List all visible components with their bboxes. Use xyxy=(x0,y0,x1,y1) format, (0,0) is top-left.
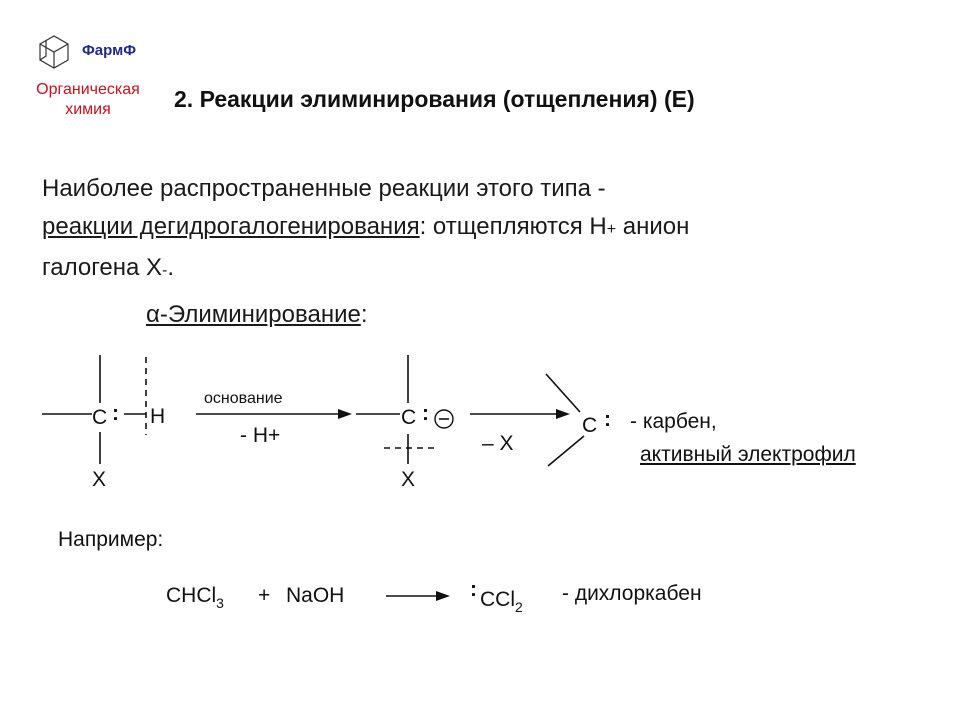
electrophile-label: активный электрофил xyxy=(640,443,856,466)
intro-line-2-text-a: : отщепляются Н xyxy=(419,213,607,240)
halogen-x-2: X xyxy=(401,468,416,491)
arrow-head-2 xyxy=(556,409,570,419)
lone-pair-1: : xyxy=(112,402,119,425)
intro-line-3-text-b: . xyxy=(167,254,175,281)
reactant-chcl3-text: CHCl xyxy=(166,584,217,607)
product-ccl2 xyxy=(480,588,523,615)
base-label: основание xyxy=(204,390,283,407)
halogen-x-1: X xyxy=(92,468,107,491)
lone-pair-2: : xyxy=(422,402,429,425)
logo-text: ФармФ xyxy=(82,42,137,59)
minus-x-label: – X xyxy=(482,432,514,455)
example-label: Например: xyxy=(58,528,164,551)
subject-line-2: химия xyxy=(65,101,111,118)
anion-charge: - xyxy=(162,262,168,279)
arrow-head-example xyxy=(436,591,450,601)
intro-line-3-text-a: галогена Х xyxy=(42,254,163,281)
reactant-chcl3 xyxy=(166,584,224,611)
carbene-label: - карбен, xyxy=(630,410,717,433)
product-name: - дихлоркабен xyxy=(562,582,702,605)
page-title: 2. Реакции элиминирования (отщепления) (Е) xyxy=(174,86,695,112)
carbon-1: C xyxy=(92,406,108,429)
product-ccl2-text: CCl xyxy=(480,588,515,611)
alpha-elimination-term: α-Элиминирование xyxy=(146,301,361,328)
carbon-3: C xyxy=(582,414,598,437)
lone-pair-3: : xyxy=(604,408,611,431)
arrow-head-1 xyxy=(338,409,352,419)
intro-line-2-text-b: анион xyxy=(616,213,690,240)
carbon-2: C xyxy=(401,406,417,429)
product-lone-pair: : xyxy=(470,578,477,601)
dehydrohalogenation-term: реакции дегидрогалогенирования xyxy=(42,213,420,240)
hydrogen-atom: H xyxy=(150,405,166,428)
reactant-chcl3-subscript: 3 xyxy=(216,595,224,611)
intro-line-1: Наиболее распространенные реакции этого типа - xyxy=(42,175,606,202)
product-ccl2-subscript: 2 xyxy=(515,599,523,615)
bond-carbene-lower xyxy=(548,436,584,466)
reactant-naoh: NaOH xyxy=(286,584,345,607)
subject-line-1: Органическая xyxy=(36,81,140,98)
bond-carbene-upper xyxy=(546,374,580,412)
minus-h-label: - H+ xyxy=(240,424,281,447)
proton-charge: + xyxy=(606,221,617,238)
plus-sign: + xyxy=(258,584,271,607)
alpha-colon: : xyxy=(360,301,368,328)
